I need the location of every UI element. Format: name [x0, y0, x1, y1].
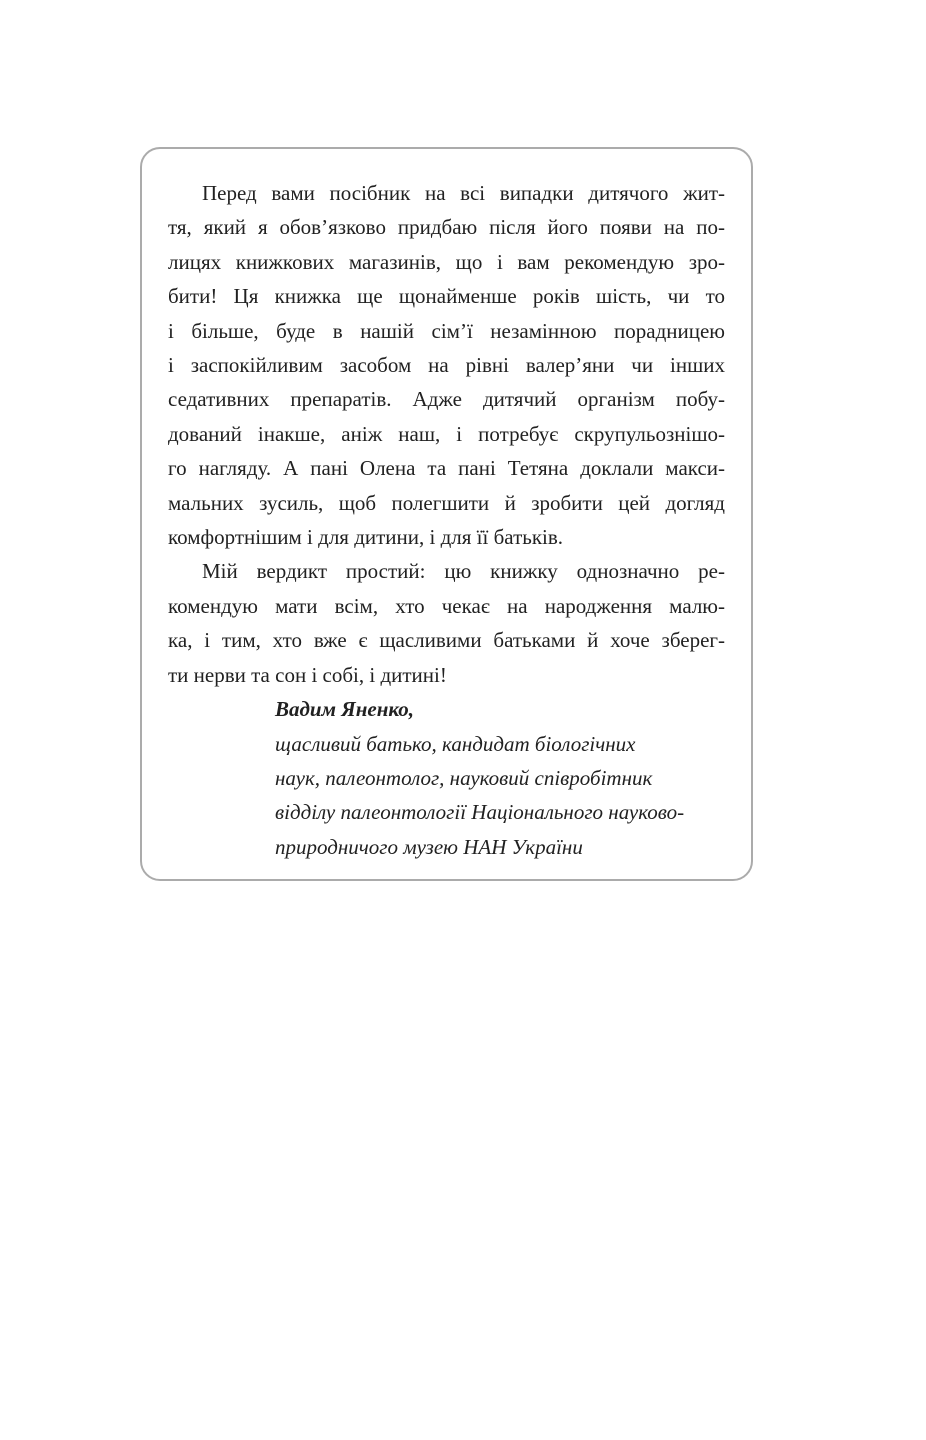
paragraph-line: комфортнішим і для дитини, і для її батьків. — [168, 525, 564, 550]
paragraph-line: седативних препаратів. Адже дитячий організм побу- — [168, 387, 725, 412]
signature-name: Вадим Яненко, — [275, 697, 414, 722]
paragraph-line: ти нерви та сон і собі, і дитині! — [168, 662, 447, 687]
paragraph-line: бити! Ця книжка ще щонайменше років шість, чи то — [168, 284, 725, 309]
paragraph-line: лицях книжкових магазинів, що і вам рекомендую зро- — [168, 249, 725, 274]
signature-title-line: природничого музею НАН України — [275, 834, 583, 859]
signature-title-line: відділу палеонтології Національного науково- — [275, 800, 685, 825]
paragraph-line: тя, який я обов’язково придбаю після його появи на по- — [168, 215, 725, 240]
signature-title-line: щасливий батько, кандидат біологічних — [275, 731, 636, 756]
paragraph-line: ка, і тим, хто вже є щасливими батьками й хоче зберег- — [168, 628, 725, 653]
paragraph-line: Перед вами посібник на всі випадки дитячого жит- — [202, 181, 725, 205]
paragraph-line: комендую мати всім, хто чекає на народження малю- — [168, 593, 725, 618]
signature-block — [275, 692, 725, 864]
review-card — [140, 147, 753, 881]
paragraph-line: і більше, буде в нашій сім’ї незамінною порадницею — [168, 318, 725, 343]
paragraph-line: мальних зусиль, щоб полегшити й зробити цей догляд — [168, 490, 725, 515]
paragraph-line: го нагляду. А пані Олена та пані Тетяна доклали макси- — [168, 456, 725, 481]
review-paragraph-1 — [168, 176, 725, 554]
review-paragraph-2 — [168, 554, 725, 692]
paragraph-line: Мій вердикт простий: цю книжку однозначно ре- — [202, 559, 725, 584]
signature-title-line: наук, палеонтолог, науковий співробітник — [275, 765, 653, 790]
paragraph-line: дований інакше, аніж наш, і потребує скрупульознішо- — [168, 421, 725, 446]
paragraph-line: і заспокійливим засобом на рівні валер’яни чи інших — [168, 353, 725, 378]
